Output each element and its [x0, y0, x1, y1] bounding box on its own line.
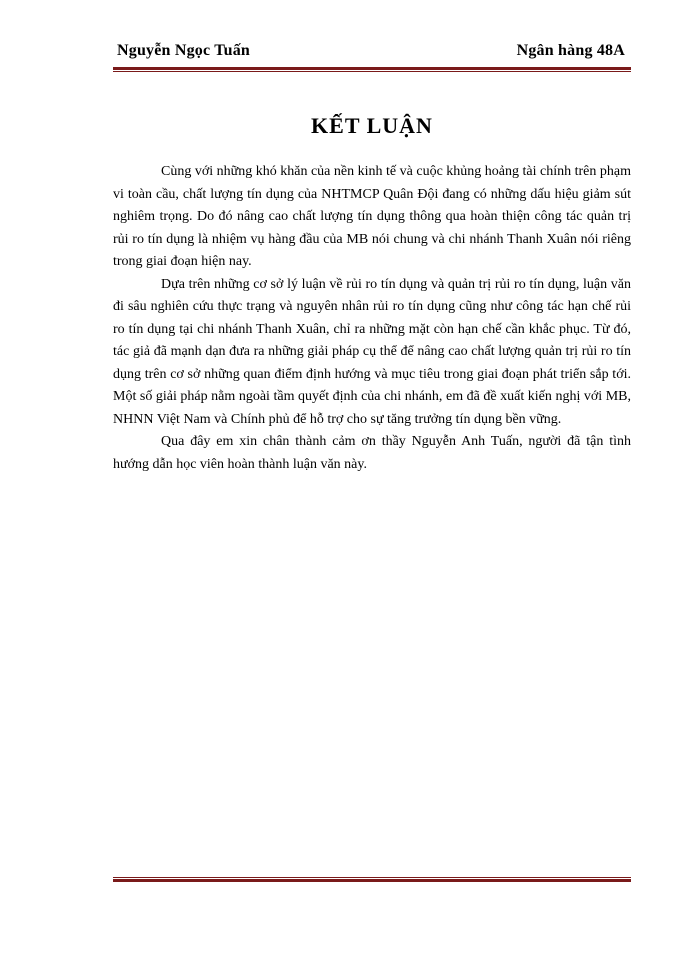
header-divider: [113, 67, 631, 72]
footer-divider: [113, 877, 631, 882]
header-author: Nguyễn Ngọc Tuấn: [117, 42, 251, 59]
paragraph-1: Cùng với những khó khăn của nền kinh tế và cuộc khủng hoảng tài chính trên phạm vi toàn cầu, chất lượng tín dụng của NHTMCP Quân Đội đang có những dấu hiệu giảm sút nghiêm trọng. Do đó nâng cao chất lượng tín dụng thông qua hoàn thiện công tác quản trị rủi ro tín dụng là nhiệm vụ hàng đầu của MB nói chung và chi nhánh Thanh Xuân nói riêng trong giai đoạn hiện nay.: [113, 164, 631, 269]
header-class: Ngân hàng 48A: [516, 42, 625, 59]
footer-divider-thin: [113, 877, 631, 878]
body-text: [113, 161, 631, 476]
header-divider-thin: [113, 71, 631, 72]
footer-divider-thick: [113, 879, 631, 882]
paragraph-2: Dựa trên những cơ sở lý luận về rủi ro tín dụng và quản trị rủi ro tín dụng, luận văn đi sâu nghiên cứu thực trạng và nguyên nhân rủi ro tín dụng cũng như công tác hạn chế rủi ro tín dụng tại chi nhánh Thanh Xuân, chỉ ra những mặt còn hạn chế cần khắc phục. Từ đó, tác giả đã mạnh dạn đưa ra những giải pháp cụ thể để nâng cao chất lượng quản trị rủi ro tín dụng trên cơ sở những quan điểm định hướng và mục tiêu trong giai đoạn phát triển sắp tới. Một số giải pháp nằm ngoài tầm quyết định của chi nhánh, em đã đề xuất kiến nghị với MB, NHNN Việt Nam và Chính phủ để hỗ trợ cho sự tăng trưởng tín dụng bền vững.: [113, 276, 631, 427]
page-header: [113, 42, 631, 66]
paragraph-3: Qua đây em xin chân thành cảm ơn thầy Nguyễn Anh Tuấn, người đã tận tình hướng dẫn học viên hoàn thành luận văn này.: [113, 434, 631, 472]
page-title: KẾT LUẬN: [311, 113, 433, 138]
header-divider-thick: [113, 67, 631, 70]
